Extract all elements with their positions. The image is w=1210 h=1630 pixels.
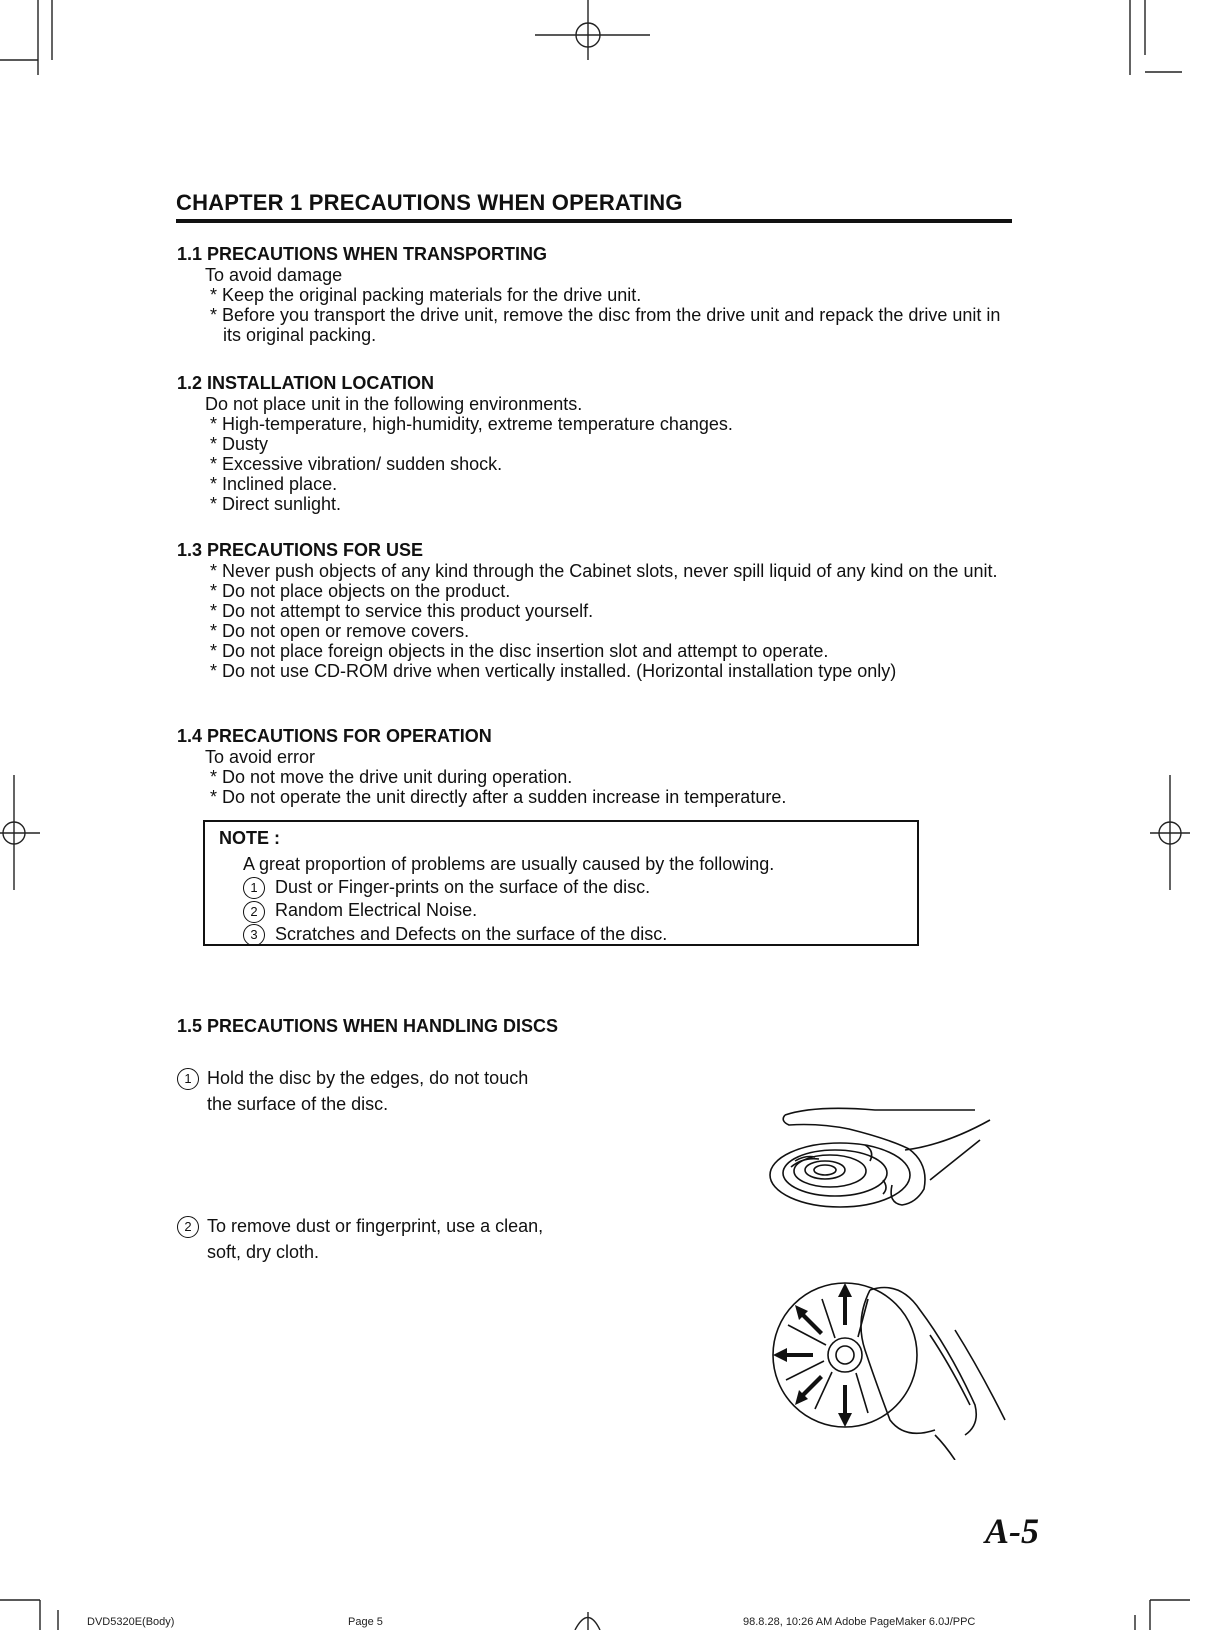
bullet-item: * Do not open or remove covers.: [210, 621, 470, 641]
section-intro: To avoid damage: [205, 265, 343, 285]
bullet-item: * Do not move the drive unit during operation.: [210, 767, 573, 787]
bullet-item: * Inclined place.: [210, 474, 338, 494]
footer-file: DVD5320E(Body): [87, 1616, 175, 1628]
circled-number: 1: [177, 1068, 199, 1090]
bullet-item: * Never push objects of any kind through the Cabinet slots, never spill liquid of any kind on the unit.: [210, 561, 998, 581]
section-operation: [177, 726, 1017, 807]
note-box: [203, 820, 919, 946]
footer-stamp: 98.8.28, 10:26 AM Adobe PageMaker 6.0J/PPC: [743, 1616, 976, 1628]
section-installation: [177, 373, 1017, 514]
bullet-item: * Direct sunlight.: [210, 494, 342, 514]
circled-number: 3: [243, 924, 265, 946]
bullet-item: * Keep the original packing materials for the drive unit.: [210, 285, 642, 305]
note-intro: A great proportion of problems are usually caused by the following.: [243, 854, 775, 874]
note-item: 3 Scratches and Defects on the surface of the disc.: [243, 923, 913, 946]
section-transporting: [177, 244, 1017, 345]
bullet-item: * Excessive vibration/ sudden shock.: [210, 454, 503, 474]
section-intro: To avoid error: [205, 747, 316, 767]
circled-number: 2: [243, 901, 265, 923]
section-intro: Do not place unit in the following environments.: [205, 394, 583, 414]
bullet-item: * High-temperature, high-humidity, extreme temperature changes.: [210, 414, 733, 434]
section-title: 1.5 PRECAUTIONS WHEN HANDLING DISCS: [177, 1016, 559, 1036]
section-title: 1.1 PRECAUTIONS WHEN TRANSPORTING: [177, 244, 548, 264]
disc-step-2: 2 To remove dust or fingerprint, use a clean, soft, dry cloth.: [177, 1213, 627, 1265]
page-number: A-5: [985, 1511, 1039, 1551]
bullet-item: * Do not place objects on the product.: [210, 581, 511, 601]
note-title: NOTE :: [219, 828, 280, 848]
bullet-item: * Do not place foreign objects in the disc insertion slot and attempt to operate.: [210, 641, 829, 661]
circled-number: 1: [243, 877, 265, 899]
note-item: 2 Random Electrical Noise.: [243, 899, 913, 922]
bullet-item: * Dusty: [210, 434, 269, 454]
disc-step-1: 1 Hold the disc by the edges, do not touch the surface of the disc.: [177, 1065, 627, 1117]
section-title: 1.4 PRECAUTIONS FOR OPERATION: [177, 726, 492, 746]
hand-holding-disc-illustration: [755, 1105, 995, 1235]
bullet-item: * Before you transport the drive unit, remove the disc from the drive unit and repack the drive unit in its original packing.: [210, 305, 1001, 345]
note-item: 1 Dust or Finger-prints on the surface of the disc.: [243, 876, 913, 899]
disc-cleaning-illustration: [760, 1275, 1010, 1460]
bullet-item: * Do not operate the unit directly after a sudden increase in temperature.: [210, 787, 787, 807]
footer-page: Page 5: [348, 1616, 383, 1628]
section-use: [177, 540, 1017, 681]
section-title: 1.3 PRECAUTIONS FOR USE: [177, 540, 424, 560]
chapter-title: CHAPTER 1 PRECAUTIONS WHEN OPERATING: [176, 190, 1012, 223]
bullet-item: * Do not attempt to service this product yourself.: [210, 601, 594, 621]
circled-number: 2: [177, 1216, 199, 1238]
section-title: 1.2 INSTALLATION LOCATION: [177, 373, 434, 393]
bullet-item: * Do not use CD-ROM drive when vertically installed. (Horizontal installation type only): [210, 661, 897, 681]
